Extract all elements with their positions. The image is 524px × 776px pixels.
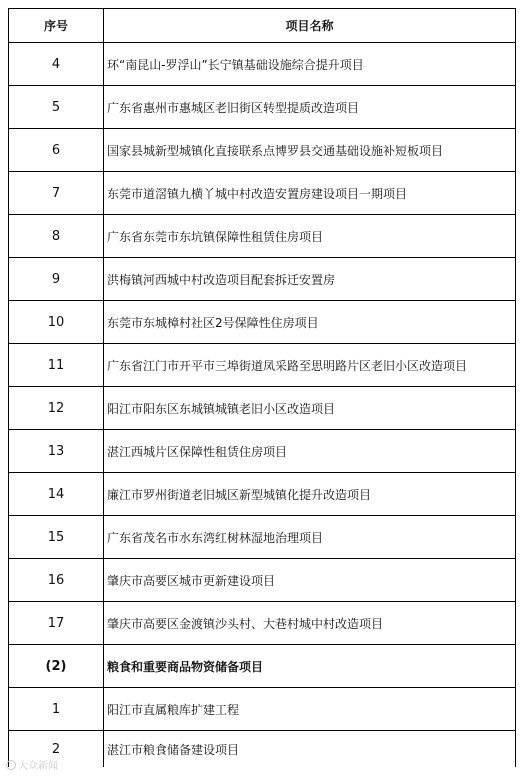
watermark-logo-icon <box>6 760 16 770</box>
row-project-name: 湛江西城片区保障性租赁住房项目 <box>104 430 516 473</box>
table-row <box>9 516 516 559</box>
row-number: (2) <box>9 645 104 688</box>
row-number: 6 <box>9 129 104 172</box>
table-row <box>9 602 516 645</box>
row-number: 10 <box>9 301 104 344</box>
table-row <box>9 86 516 129</box>
row-number: 4 <box>9 43 104 86</box>
row-number: 16 <box>9 559 104 602</box>
row-project-name: 东莞市道滘镇九横丫城中村改造安置房建设项目一期项目 <box>104 172 516 215</box>
header-project-name: 项目名称 <box>104 9 516 43</box>
row-project-name: 广东省东莞市东坑镇保障性租赁住房项目 <box>104 215 516 258</box>
row-number: 12 <box>9 387 104 430</box>
row-number: 13 <box>9 430 104 473</box>
row-number: 5 <box>9 86 104 129</box>
table-row <box>9 301 516 344</box>
row-project-name: 廉江市罗州街道老旧城区新型城镇化提升改造项目 <box>104 473 516 516</box>
table-row <box>9 129 516 172</box>
row-number: 11 <box>9 344 104 387</box>
table-row <box>9 430 516 473</box>
header-number: 序号 <box>9 9 104 43</box>
row-project-name: 阳江市直属粮库扩建工程 <box>104 688 516 731</box>
table-row <box>9 258 516 301</box>
row-project-name: 肇庆市高要区金渡镇沙头村、大巷村城中村改造项目 <box>104 602 516 645</box>
row-number: 7 <box>9 172 104 215</box>
row-project-name: 肇庆市高要区城市更新建设项目 <box>104 559 516 602</box>
row-project-name: 广东省江门市开平市三埠街道凤采路至思明路片区老旧小区改造项目 <box>104 344 516 387</box>
project-table <box>8 8 516 767</box>
row-project-name: 广东省惠州市惠城区老旧街区转型提质改造项目 <box>104 86 516 129</box>
row-project-name: 阳江市阳东区东城镇城镇老旧小区改造项目 <box>104 387 516 430</box>
row-number: 14 <box>9 473 104 516</box>
section-row <box>9 645 516 688</box>
table-header-row <box>9 9 516 43</box>
row-number: 9 <box>9 258 104 301</box>
table-row <box>9 215 516 258</box>
row-project-name: 粮食和重要商品物资储备项目 <box>104 645 516 688</box>
row-number: 17 <box>9 602 104 645</box>
row-project-name: 广东省茂名市水东湾红树林湿地治理项目 <box>104 516 516 559</box>
table-row <box>9 731 516 768</box>
row-project-name: 湛江市粮食储备建设项目 <box>104 731 516 768</box>
table-row <box>9 43 516 86</box>
table-row <box>9 473 516 516</box>
row-project-name: 环“南昆山-罗浮山”长宁镇基础设施综合提升项目 <box>104 43 516 86</box>
table-row <box>9 172 516 215</box>
watermark-text: 大众新闻 <box>18 761 58 772</box>
table-row <box>9 688 516 731</box>
table-row <box>9 387 516 430</box>
table-row <box>9 559 516 602</box>
row-project-name: 东莞市东城樟村社区2号保障性住房项目 <box>104 301 516 344</box>
watermark <box>6 757 58 772</box>
table-row <box>9 344 516 387</box>
row-number: 15 <box>9 516 104 559</box>
row-project-name: 国家县城新型城镇化直接联系点博罗县交通基础设施补短板项目 <box>104 129 516 172</box>
row-project-name: 洪梅镇河西城中村改造项目配套拆迁安置房 <box>104 258 516 301</box>
row-number: 2 <box>9 731 104 768</box>
row-number: 8 <box>9 215 104 258</box>
row-number: 1 <box>9 688 104 731</box>
